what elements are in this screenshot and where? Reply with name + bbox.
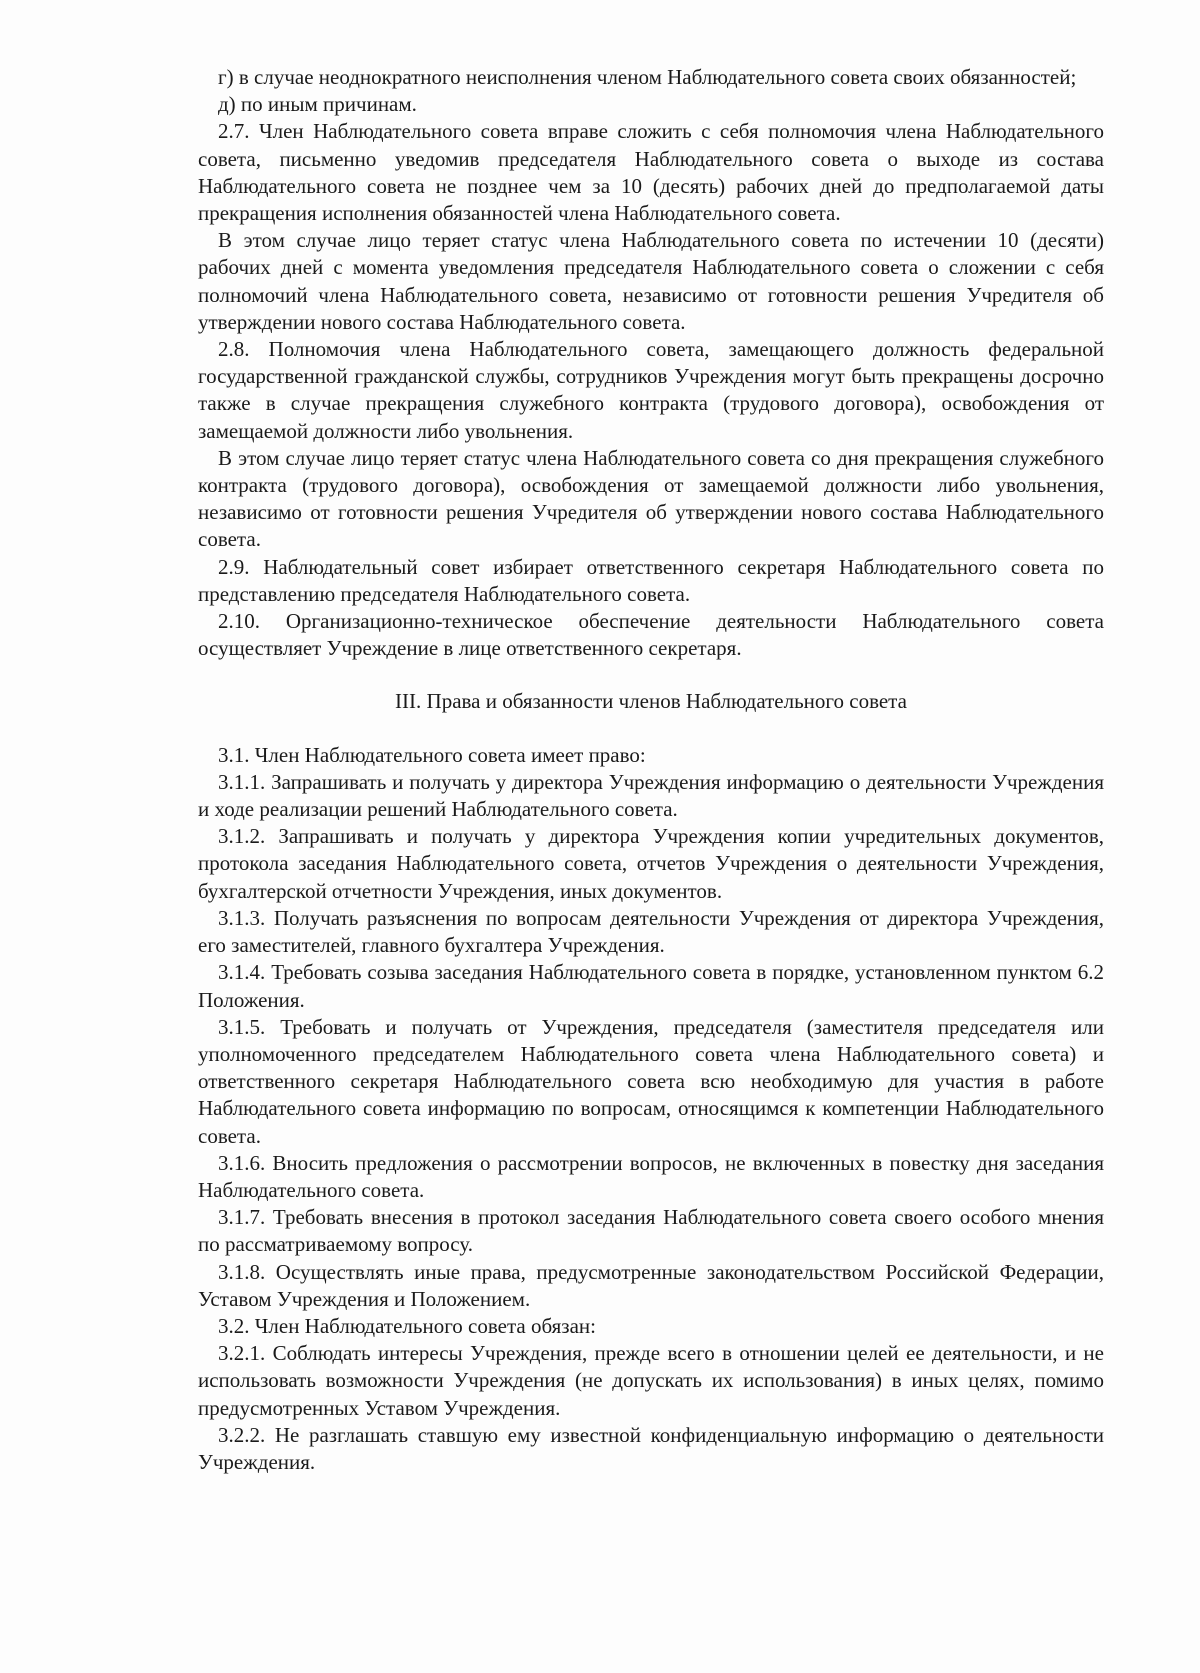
paragraph-3-1-6: 3.1.6. Вносить предложения о рассмотрении вопросов, не включенных в повестку дня заседания Наблюдательного совета. xyxy=(198,1150,1104,1202)
paragraph-3-1-7: 3.1.7. Требовать внесения в протокол заседания Наблюдательного совета своего особого мнения по рассматриваемому вопросу. xyxy=(198,1205,1104,1257)
paragraph-3-2-2: 3.2.2. Не разглашать ставшую ему известной конфиденциальную информацию о деятельности Учреждения. xyxy=(198,1422,1104,1474)
paragraph-2-10: 2.10. Организационно-техническое обеспечение деятельности Наблюдательного совета осуществляет Учреждение в лице ответственного секретаря. xyxy=(198,609,1104,661)
paragraph-2-7: 2.7. Член Наблюдательного совета вправе сложить с себя полномочия члена Наблюдательного совета, письменно уведомив председателя Наблюдательного совета о выходе из состава Наблюдательного совета не позднее чем за 10 (десять) рабочих дней до предполагаемой даты прекращения исполнения обязанностей члена Наблюдательного совета. xyxy=(198,119,1104,226)
paragraph-3-1-2: 3.1.2. Запрашивать и получать у директора Учреждения копии учредительных документов, протокола заседания Наблюдательного совета, отчетов Учреждения о деятельности Учреждения, бухгалтерской отчетности Учреждения, иных документов. xyxy=(198,824,1104,903)
paragraph-3-2: 3.2. Член Наблюдательного совета обязан: xyxy=(218,1313,596,1338)
paragraph-3-1-4: 3.1.4. Требовать созыва заседания Наблюдательного совета в порядке, установленном пунктом 6.2 Положения. xyxy=(198,960,1104,1012)
paragraph-3-2-1: 3.2.1. Соблюдать интересы Учреждения, прежде всего в отношении целей ее деятельности, и не использовать возможности Учреждения (не допускать их использования) в иных целях, помимо предусмотренных Уставом Учреждения. xyxy=(198,1341,1104,1420)
paragraph-2-8-continued: В этом случае лицо теряет статус члена Наблюдательного совета со дня прекращения служебного контракта (трудового договора), освобождения от замещаемой должности либо увольнения, независимо от готовности решения Учредителя об утверждении нового состава Наблюдательного совета. xyxy=(198,445,1104,552)
paragraph-item-d: д) по иным причинам. xyxy=(218,92,417,117)
paragraph-3-1-8: 3.1.8. Осуществлять иные права, предусмотренные законодательством Российской Федерации, Уставом Учреждения и Положением. xyxy=(198,1259,1104,1311)
document-body xyxy=(198,64,1104,1476)
paragraph-3-1-1: 3.1.1. Запрашивать и получать у директора Учреждения информацию о деятельности Учреждения и ходе реализации решений Наблюдательного совета. xyxy=(198,769,1104,822)
paragraph-item-g: г) в случае неоднократного неисполнения членом Наблюдательного совета своих обязанностей; xyxy=(218,65,1077,89)
paragraph-2-8: 2.8. Полномочия члена Наблюдательного совета, замещающего должность федеральной государственной гражданской службы, сотрудников Учреждения могут быть прекращены досрочно также в случае прекращения служебного контракта (трудового договора), освобождения от замещаемой должности либо увольнения. xyxy=(198,337,1104,443)
paragraph-2-9: 2.9. Наблюдательный совет избирает ответственного секретаря Наблюдательного совета по представлению председателя Наблюдательного совета. xyxy=(198,554,1104,606)
paragraph-2-7-continued: В этом случае лицо теряет статус члена Наблюдательного совета по истечении 10 (десяти) рабочих дней с момента уведомления председателя Наблюдательного совета о сложении с себя полномочий члена Наблюдательного совета, независимо от готовности решения Учредителя об утверждении нового состава Наблюдательного совета. xyxy=(198,228,1104,334)
section-heading: III. Права и обязанности членов Наблюдательного совета xyxy=(395,689,907,714)
paragraph-3-1-5: 3.1.5. Требовать и получать от Учреждения, председателя (заместителя председателя или уполномоченного председателем Наблюдательного совета члена Наблюдательного совета) и ответственного секретаря Наблюдательного совета всю необходимую для участия в работе Наблюдательного совета информацию по вопросам, относящимся к компетенции Наблюдательного совета. xyxy=(198,1014,1104,1148)
paragraph-3-1-3: 3.1.3. Получать разъяснения по вопросам деятельности Учреждения от директора Учреждения, его заместителей, главного бухгалтера Учреждения. xyxy=(198,905,1104,958)
paragraph-3-1: 3.1. Член Наблюдательного совета имеет право: xyxy=(218,742,646,767)
